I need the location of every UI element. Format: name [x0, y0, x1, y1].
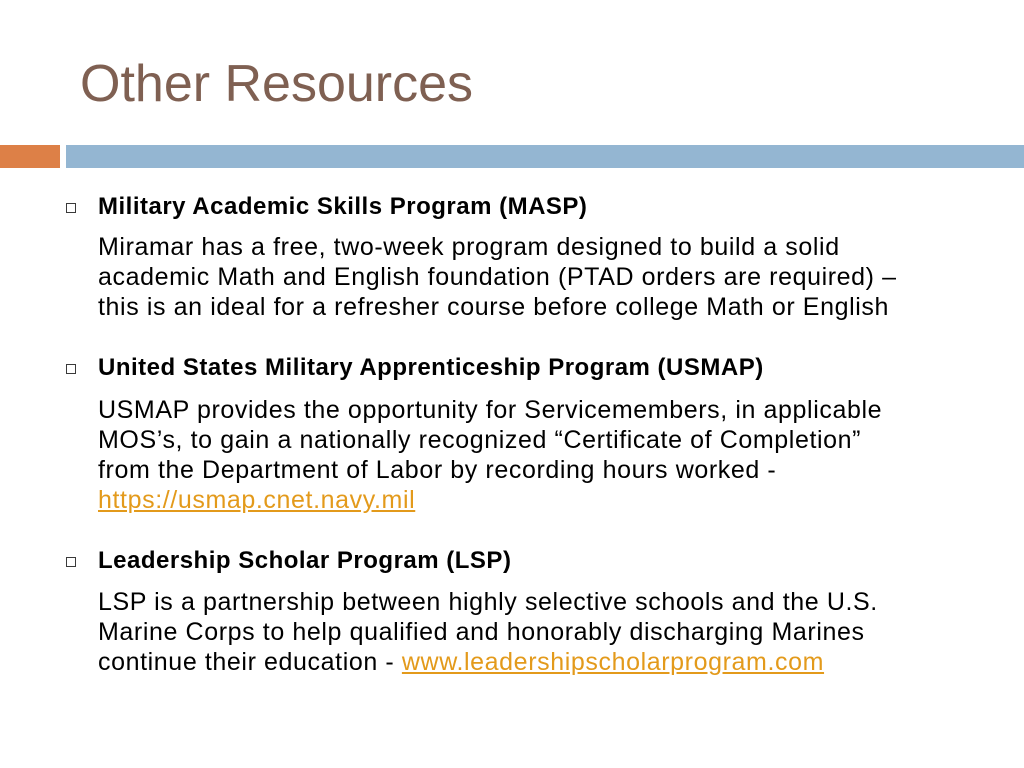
accent-bar-orange [0, 145, 60, 168]
item-body-line: MOS’s, to gain a nationally recognized “Certificate of Completion” [98, 426, 862, 454]
item-body-line [98, 485, 882, 515]
usmap-link[interactable]: https://usmap.cnet.navy.mil [98, 486, 416, 514]
item-body-usmap [98, 395, 882, 515]
item-heading-masp: Military Academic Skills Program (MASP) [98, 193, 588, 220]
lsp-link[interactable]: www.leadershipscholarprogram.com [401, 648, 825, 676]
square-bullet-icon [66, 557, 76, 567]
item-body-line: this is an ideal for a refresher course before college Math or English [98, 293, 889, 321]
item-body-line: LSP is a partnership between highly selective schools and the U.S. [98, 588, 878, 616]
accent-bar-blue [66, 145, 1024, 168]
item-heading-usmap: United States Military Apprenticeship Program (USMAP) [98, 354, 764, 381]
square-bullet-icon [66, 203, 76, 213]
item-body-line [98, 647, 878, 677]
square-bullet-icon [66, 364, 76, 374]
item-body-text: continue their education - [98, 648, 402, 676]
slide-title: Other Resources [80, 55, 474, 113]
item-heading-lsp: Leadership Scholar Program (LSP) [98, 547, 512, 574]
item-body-line: Marine Corps to help qualified and honorably discharging Marines [98, 618, 865, 646]
item-body-line: Miramar has a free, two-week program designed to build a solid [98, 233, 840, 261]
item-body-lsp [98, 587, 878, 677]
item-body-line: academic Math and English foundation (PTAD orders are required) – [98, 263, 897, 291]
item-body-line: from the Department of Labor by recording hours worked - [98, 456, 777, 484]
item-body-line: USMAP provides the opportunity for Servicemembers, in applicable [98, 396, 883, 424]
item-body-masp [98, 232, 897, 322]
